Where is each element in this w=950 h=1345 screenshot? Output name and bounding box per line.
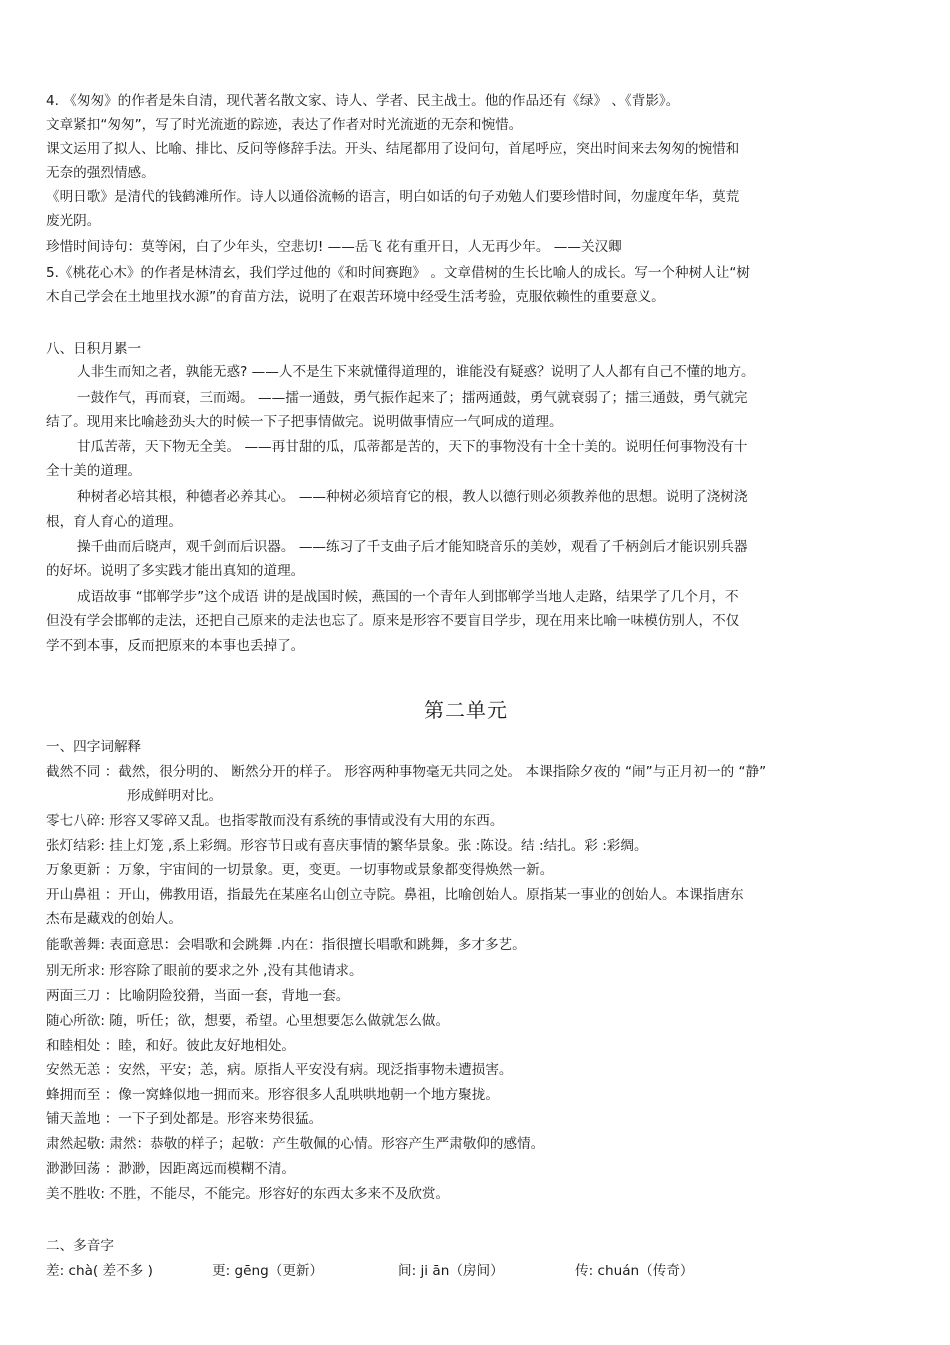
polyphone-item: 差: chà( 差不多 ) [46, 1263, 153, 1279]
definition-line: 别无所求: 形容除了眼前的要求之外 ,没有其他请求。 [46, 963, 363, 979]
text-line: 课文运用了拟人、比喻、排比、反问等修辞手法。开头、结尾都用了设问句，首尾呼应，突出时间来去匆匆的惋惜和 [46, 141, 740, 157]
definition-line: 美不胜收: 不胜，不能尽，不能完。形容好的东西太多来不及欣赏。 [46, 1186, 450, 1202]
text-line: 《明日歌》是清代的钱鹤滩所作。诗人以通俗流畅的语言，明白如话的句子劝勉人们要珍惜时间，勿虚度年华，莫荒 [46, 189, 740, 205]
text-line: 5.《桃花心木》的作者是林清玄，我们学过他的《和时间赛跑》 。文章借树的生长比喻人的成长。写一个种树人让“树 [46, 265, 751, 281]
text-line: 人非生而知之者，孰能无惑? ——人不是生下来就懂得道理的，谁能没有疑惑？说明了人人都有自己不懂的地方。 [77, 364, 755, 380]
text-line: 无奈的强烈情感。 [46, 165, 155, 181]
definition-line: 两面三刀 ：比喻阴险狡猾，当面一套，背地一套。 [46, 988, 350, 1004]
definition-line: 张灯结彩: 挂上灯笼 ,系上彩绸。形容节日或有喜庆事情的繁华景象。张 :陈设。结 :结扎。彩 :彩绸。 [46, 838, 648, 854]
text-line: 结了。现用来比喻趁劲头大的时候一下子把事情做完。说明做事情应一气呵成的道理。 [46, 414, 563, 430]
text-line: 种树者必培其根，种德者必养其心。 ——种树必须培育它的根，教人以德行则必须教养他的思想。说明了浇树浇 [77, 489, 748, 505]
definition-line: 渺渺回荡 ：渺渺，因距离远而模糊不清。 [46, 1161, 296, 1177]
text-line: 根，育人育心的道理。 [46, 514, 182, 530]
definition-line: 铺天盖地 ：一下子到处都是。形容来势很猛。 [46, 1111, 323, 1127]
definition-line: 能歌善舞: 表面意思：会唱歌和会跳舞 .内在：指很擅长唱歌和跳舞，多才多艺。 [46, 937, 526, 953]
text-line: 操千曲而后晓声，观千剑而后识器。 ——练习了千支曲子后才能知晓音乐的美妙，观看了千柄剑后才能识别兵器 [77, 539, 748, 555]
definition-line: 和睦相处 ：睦，和好。彼此友好地相处。 [46, 1038, 296, 1054]
text-line: 一鼓作气，再而衰，三而竭。 ——擂一通鼓，勇气振作起来了；擂两通鼓，勇气就衰弱了；擂三通鼓，勇气就完 [77, 390, 748, 406]
definition-line: 截然不同 ：截然，很分明的、 断然分开的样子。 形容两种事物毫无共同之处。 本课指除夕夜的 “闹”与正月初一的 “静” [46, 764, 767, 780]
text-line: 的好坏。说明了多实践才能出真知的道理。 [46, 563, 305, 579]
definition-line: 蜂拥而至 ：像一窝蜂似地一拥而来。形容很多人乱哄哄地朝一个地方聚拢。 [46, 1087, 499, 1103]
definition-line: 安然无恙 ：安然，平安；恙，病。原指人平安没有病。现泛指事物未遭损害。 [46, 1062, 513, 1078]
text-line: 珍惜时间诗句：莫等闲，白了少年头，空悲切! ——岳飞 花有重开日，人无再少年。 ——关汉卿 [46, 239, 622, 255]
text-line: 木自己学会在土地里找水源”的育苗方法，说明了在艰苦环境中经受生活考验，克服依赖性的重要意义。 [46, 289, 665, 305]
definition-line: 开山鼻祖 ：开山，佛教用语，指最先在某座名山创立寺院。鼻祖，比喻创始人。原指某一事业的创始人。本课指唐东 [46, 887, 744, 903]
polyphone-item: 更: gēng（更新） [212, 1263, 324, 1279]
polyphone-item: 传: chuán（传奇） [575, 1263, 694, 1279]
text-line: 成语故事 “邯郸学步”这个成语 讲的是战国时候，燕国的一个青年人到邯郸学当地人走路，结果学了几个月，不 [77, 589, 739, 605]
section-heading: 一、四字词解释 [46, 739, 142, 755]
unit-title: 第二单元 [424, 698, 508, 722]
definition-line: 零七八碎: 形容又零碎又乱。也指零散而没有系统的事情或没有大用的东西。 [46, 813, 504, 829]
definition-line: 肃然起敬: 肃然：恭敬的样子；起敬：产生敬佩的心情。形容产生严肃敬仰的感情。 [46, 1136, 545, 1152]
section-heading: 八、日积月累一 [46, 341, 142, 357]
text-line: 但没有学会邯郸的走法，还把自己原来的走法也忘了。原来是形容不要盲目学步，现在用来比喻一味模仿别人，不仅 [46, 613, 740, 629]
section-heading: 二、多音字 [46, 1238, 114, 1254]
text-line: 废光阴。 [46, 213, 101, 229]
text-line: 4. 《匆匆》的作者是朱自清，现代著名散文家、诗人、学者、民主战士。他的作品还有《绿》 、《背影》。 [46, 93, 680, 109]
text-line: 甘瓜苦蒂，天下物无全美。 ——再甘甜的瓜，瓜蒂都是苦的，天下的事物没有十全十美的。说明任何事物没有十 [77, 439, 748, 455]
polyphone-item: 间: ji ān（房间） [398, 1263, 504, 1279]
definition-line: 万象更新 ：万象，宇宙间的一切景象。更，变更。一切事物或景象都变得焕然一新。 [46, 862, 554, 878]
text-line: 学不到本事，反而把原来的本事也丢掉了。 [46, 638, 305, 654]
text-line: 文章紧扣“匆匆”，写了时光流逝的踪迹，表达了作者对时光流逝的无奈和惋惜。 [46, 117, 523, 133]
definition-line: 形成鲜明对比。 [127, 788, 223, 804]
text-line: 全十美的道理。 [46, 463, 142, 479]
definition-line: 杰布是藏戏的创始人。 [46, 911, 182, 927]
definition-line: 随心所欲: 随，听任；欲，想要，希望。心里想要怎么做就怎么做。 [46, 1013, 450, 1029]
